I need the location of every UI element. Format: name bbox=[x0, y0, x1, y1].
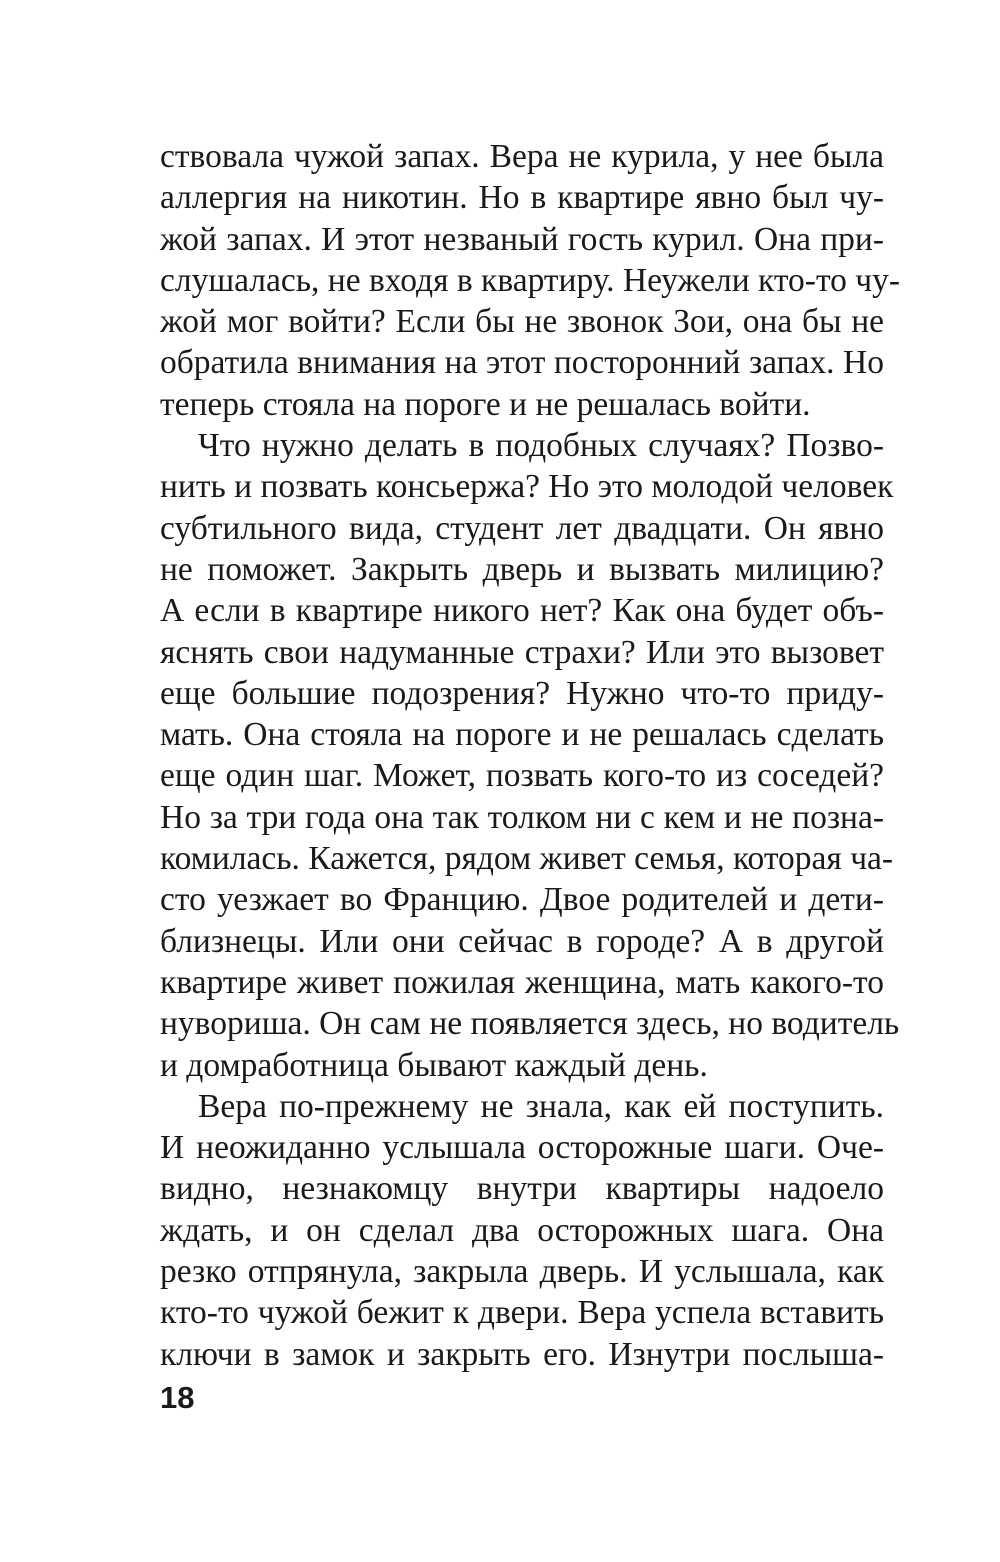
text-line: близнецы. Или они сейчас в городе? А в другой bbox=[160, 922, 884, 960]
text-line: нить и позвать консьержа? Но это молодой человек bbox=[160, 468, 894, 506]
text-line: и домработница бывают каждый день. bbox=[160, 1046, 708, 1084]
text-line: сто уезжает во Францию. Двое родителей и дети- bbox=[160, 881, 884, 919]
text-line: Что нужно делать в подобных случаях? Позво- bbox=[198, 427, 884, 465]
text-line: еще один шаг. Может, позвать кого-то из соседей? bbox=[160, 757, 884, 795]
text-line: жой запах. И этот незваный гость курил. Она при- bbox=[160, 220, 884, 258]
text-line: теперь стояла на пороге и не решалась войти. bbox=[160, 385, 811, 423]
text-line: жой мог войти? Если бы не звонок Зои, она бы не bbox=[160, 303, 884, 341]
text-line: комилась. Кажется, рядом живет семья, которая ча- bbox=[160, 840, 894, 878]
text-line: слушалась, не входя в квартиру. Неужели кто-то чу- bbox=[160, 261, 901, 299]
paragraph bbox=[160, 136, 901, 425]
text-line: кто-то чужой бежит к двери. Вера успела вставить bbox=[160, 1294, 884, 1332]
body-text bbox=[160, 136, 901, 1375]
page-number: 18 bbox=[160, 1380, 195, 1415]
text-line: И неожиданно услышала осторожные шаги. Оче- bbox=[160, 1129, 884, 1167]
text-line: резко отпрянула, закрыла дверь. И услышала, как bbox=[160, 1253, 884, 1291]
text-line: мать. Она стояла на пороге и не решалась сделать bbox=[160, 716, 884, 754]
text-line: аллергия на никотин. Но в квартире явно был чу- bbox=[160, 179, 884, 217]
text-line: А если в квартире никого нет? Как она будет объ- bbox=[160, 592, 884, 630]
text-line: не поможет. Закрыть дверь и вызвать милицию? bbox=[160, 550, 884, 588]
text-line: ствовала чужой запах. Вера не курила, у нее была bbox=[160, 138, 884, 175]
paragraph bbox=[160, 1086, 884, 1375]
paragraph bbox=[160, 425, 900, 1086]
text-line: видно, незнакомцу внутри квартиры надоело bbox=[160, 1170, 884, 1208]
text-line: еще большие подозрения? Нужно что-то приду- bbox=[160, 674, 884, 712]
text-line: Вера по-прежнему не знала, как ей поступить. bbox=[198, 1087, 884, 1125]
text-line: ждать, и он сделал два осторожных шага. Она bbox=[160, 1211, 884, 1249]
text-line: яснять свои надуманные страхи? Или это вызовет bbox=[160, 633, 884, 671]
text-line: обратила внимания на этот посторонний запах. Но bbox=[160, 344, 884, 382]
text-line: субтильного вида, студент лет двадцати. Он явно bbox=[160, 509, 884, 547]
text-line: нувориша. Он сам не появляется здесь, но водитель bbox=[160, 1005, 900, 1043]
text-line: квартире живет пожилая женщина, мать какого-то bbox=[160, 963, 884, 1001]
text-line: ключи в замок и закрыть его. Изнутри послыша- bbox=[160, 1335, 884, 1373]
text-line: Но за три года она так толком ни с кем и не позна- bbox=[160, 798, 884, 836]
